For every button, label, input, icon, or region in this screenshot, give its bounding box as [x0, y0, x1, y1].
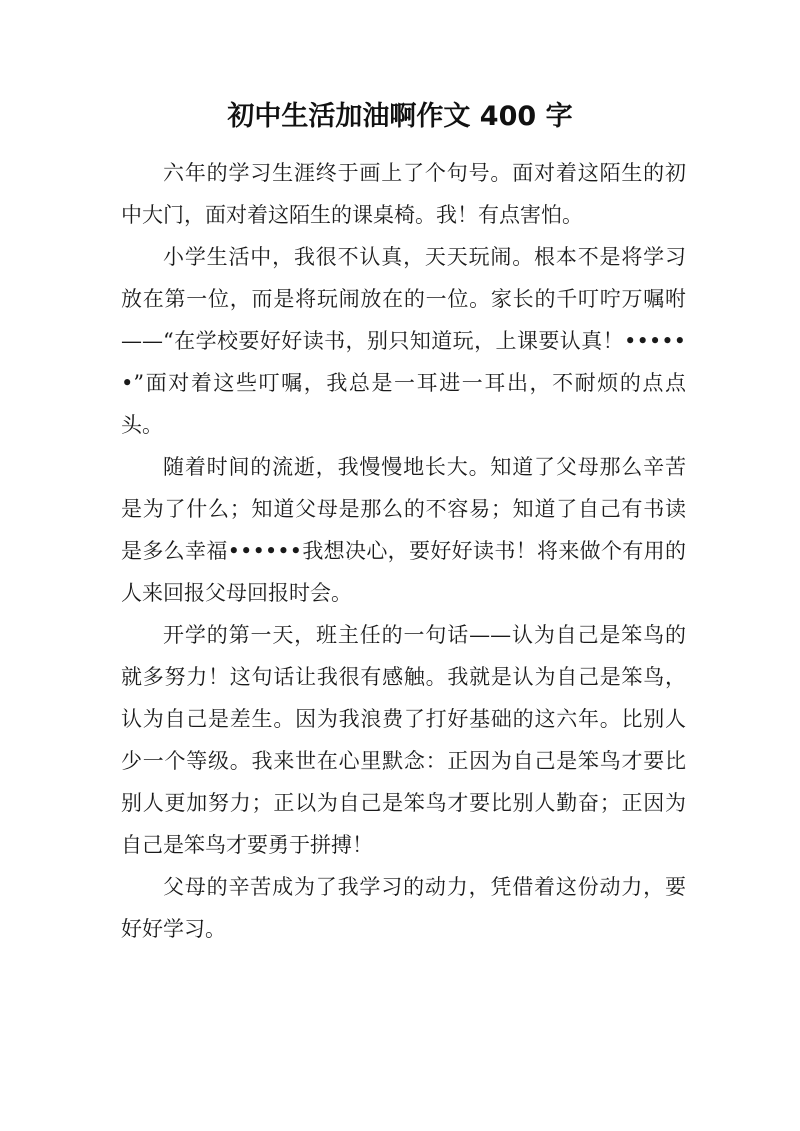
paragraph: 开学的第一天，班主任的一句话——认为自己是笨鸟的就多努力！这句话让我很有感触。我就是认为自己是笨鸟，认为自己是差生。因为我浪费了打好基础的这六年。比别人少一个等级。我来世在心里默念：正因为自己是笨鸟才要比别人更加努力；正以为自己是笨鸟才要比别人勤奋；正因为自己是笨鸟才要勇于拼搏！ [121, 623, 686, 857]
paragraph: 小学生活中，我很不认真，天天玩闹。根本不是将学习放在第一位，而是将玩闹放在的一位。家长的千叮咛万嘱咐——“在学校要好好读书，别只知道玩，上课要认真！••••••”面对着这些叮嘱，我总是一耳进一耳出，不耐烦的点点头。 [121, 245, 686, 437]
paragraph: 随着时间的流逝，我慢慢地长大。知道了父母那么辛苦是为了什么；知道父母是那么的不容易；知道了自己有书读是多么幸福••••••我想决心，要好好读书！将来做个有用的人来回报父母回报时会。 [121, 455, 686, 605]
document-title: 初中生活加油啊作文 400 字 [227, 101, 573, 132]
paragraph: 六年的学习生涯终于画上了个句号。面对着这陌生的初中大门，面对着这陌生的课桌椅。我！有点害怕。 [121, 161, 686, 227]
document-body [121, 152, 686, 950]
paragraph: 父母的辛苦成为了我学习的动力，凭借着这份动力，要好好学习。 [121, 875, 686, 941]
